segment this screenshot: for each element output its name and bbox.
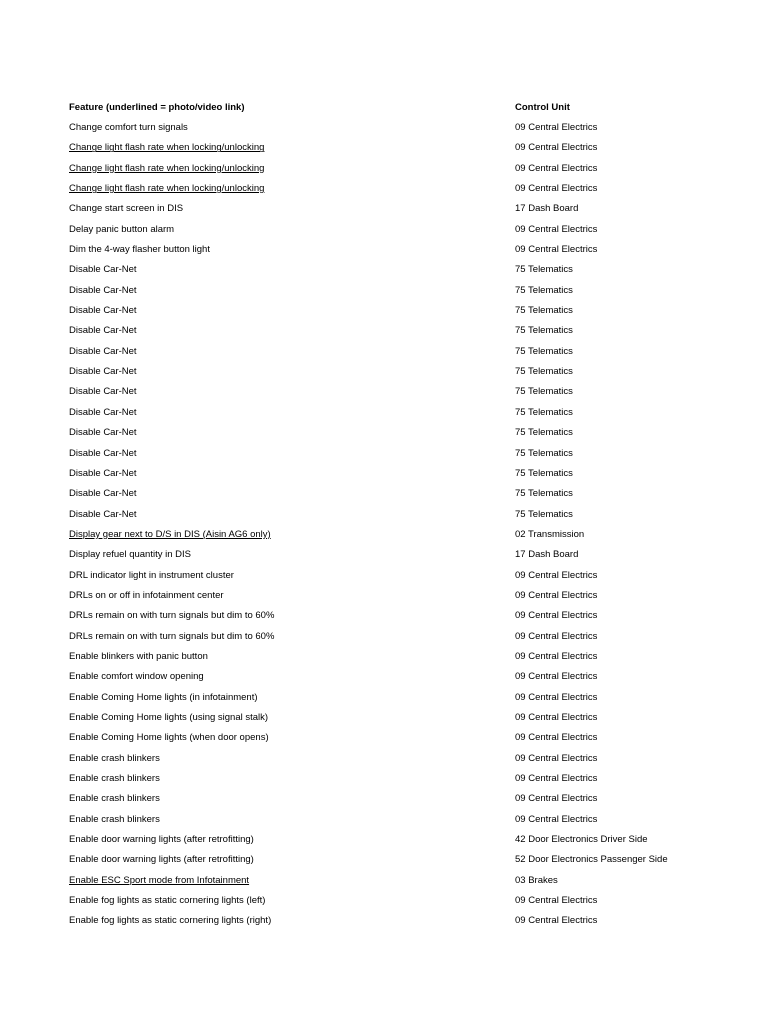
table-row: [69, 687, 709, 707]
table-row: [69, 300, 709, 320]
feature-cell: Disable Car-Net: [69, 467, 137, 479]
table-row: [69, 870, 709, 890]
feature-cell: Disable Car-Net: [69, 427, 137, 439]
feature-cell: Disable Car-Net: [69, 345, 137, 357]
feature-table: [69, 97, 709, 931]
table-row: [69, 748, 709, 768]
control-unit-cell: 52 Door Electronics Passenger Side: [515, 854, 668, 866]
table-row: [69, 280, 709, 300]
feature-link[interactable]: Enable ESC Sport mode from Infotainment: [69, 874, 250, 886]
table-row: [69, 606, 709, 626]
table-body: [69, 117, 709, 931]
table-row: [69, 178, 709, 198]
table-row: [69, 585, 709, 605]
table-row: [69, 565, 709, 585]
table-row: [69, 321, 709, 341]
table-row: [69, 545, 709, 565]
control-unit-cell: 75 Telematics: [515, 508, 573, 520]
table-row: [69, 402, 709, 422]
feature-cell: Enable blinkers with panic button: [69, 650, 208, 662]
feature-cell: DRLs remain on with turn signals but dim to 60%: [69, 610, 275, 622]
table-row: [69, 829, 709, 849]
feature-cell: Change start screen in DIS: [69, 203, 184, 215]
control-unit-cell: 09 Central Electrics: [515, 162, 598, 174]
feature-cell: Enable Coming Home lights (in infotainment): [69, 691, 258, 703]
control-unit-cell: 75 Telematics: [515, 427, 573, 439]
control-unit-cell: 09 Central Electrics: [515, 589, 598, 601]
table-row: [69, 524, 709, 544]
feature-cell: Disable Car-Net: [69, 264, 137, 276]
feature-cell: Enable fog lights as static cornering lights (right): [69, 915, 272, 927]
control-unit-cell: 09 Central Electrics: [515, 223, 598, 235]
feature-cell: Change comfort turn signals: [69, 122, 188, 134]
table-row: [69, 341, 709, 361]
table-row: [69, 443, 709, 463]
control-unit-cell: 75 Telematics: [515, 284, 573, 296]
control-unit-cell: 75 Telematics: [515, 447, 573, 459]
control-unit-cell: 09 Central Electrics: [515, 711, 598, 723]
table-row: [69, 138, 709, 158]
control-unit-cell: 09 Central Electrics: [515, 732, 598, 744]
table-row: [69, 626, 709, 646]
table-row: [69, 117, 709, 137]
feature-cell: Disable Car-Net: [69, 366, 137, 378]
control-unit-cell: 09 Central Electrics: [515, 650, 598, 662]
feature-cell: DRL indicator light in instrument cluster: [69, 569, 234, 581]
table-row: [69, 463, 709, 483]
feature-cell: Disable Car-Net: [69, 406, 137, 418]
feature-cell: Disable Car-Net: [69, 305, 137, 317]
feature-link[interactable]: Change light flash rate when locking/unlocking: [69, 162, 265, 174]
feature-cell: Enable Coming Home lights (using signal stalk): [69, 711, 269, 723]
feature-cell: DRLs remain on with turn signals but dim to 60%: [69, 630, 275, 642]
table-row: [69, 707, 709, 727]
feature-cell: Disable Car-Net: [69, 447, 137, 459]
feature-cell: Disable Car-Net: [69, 325, 137, 337]
control-unit-cell: 09 Central Electrics: [515, 793, 598, 805]
control-unit-cell: 09 Central Electrics: [515, 630, 598, 642]
table-row: [69, 260, 709, 280]
control-unit-cell: 09 Central Electrics: [515, 569, 598, 581]
table-row: [69, 789, 709, 809]
feature-cell: Delay panic button alarm: [69, 223, 175, 235]
table-header-row: [69, 97, 709, 117]
table-row: [69, 911, 709, 931]
control-unit-cell: 09 Central Electrics: [515, 142, 598, 154]
feature-cell: Disable Car-Net: [69, 386, 137, 398]
feature-cell: Disable Car-Net: [69, 508, 137, 520]
control-unit-column-header: Control Unit: [515, 101, 570, 113]
control-unit-cell: 09 Central Electrics: [515, 773, 598, 785]
control-unit-cell: 17 Dash Board: [515, 549, 579, 561]
control-unit-cell: 75 Telematics: [515, 386, 573, 398]
control-unit-cell: 09 Central Electrics: [515, 244, 598, 256]
feature-cell: DRLs on or off in infotainment center: [69, 589, 224, 601]
control-unit-cell: 75 Telematics: [515, 366, 573, 378]
table-row: [69, 361, 709, 381]
control-unit-cell: 75 Telematics: [515, 488, 573, 500]
table-row: [69, 239, 709, 259]
table-row: [69, 219, 709, 239]
control-unit-cell: 75 Telematics: [515, 345, 573, 357]
control-unit-cell: 75 Telematics: [515, 305, 573, 317]
control-unit-cell: 03 Brakes: [515, 874, 558, 886]
table-row: [69, 850, 709, 870]
control-unit-cell: 17 Dash Board: [515, 203, 579, 215]
feature-link[interactable]: Change light flash rate when locking/unlocking: [69, 142, 265, 154]
feature-cell: Enable door warning lights (after retrofitting): [69, 854, 254, 866]
table-row: [69, 382, 709, 402]
table-row: [69, 646, 709, 666]
control-unit-cell: 75 Telematics: [515, 406, 573, 418]
control-unit-cell: 02 Transmission: [515, 528, 585, 540]
feature-cell: Enable comfort window opening: [69, 671, 204, 683]
table-row: [69, 667, 709, 687]
feature-cell: Enable crash blinkers: [69, 752, 160, 764]
control-unit-cell: 09 Central Electrics: [515, 671, 598, 683]
table-row: [69, 890, 709, 910]
table-row: [69, 504, 709, 524]
control-unit-cell: 09 Central Electrics: [515, 610, 598, 622]
control-unit-cell: 09 Central Electrics: [515, 752, 598, 764]
control-unit-cell: 75 Telematics: [515, 264, 573, 276]
table-row: [69, 199, 709, 219]
table-row: [69, 423, 709, 443]
control-unit-cell: 75 Telematics: [515, 467, 573, 479]
control-unit-cell: 09 Central Electrics: [515, 813, 598, 825]
feature-link[interactable]: Display gear next to D/S in DIS (Aisin AG6 only): [69, 528, 271, 540]
feature-cell: Enable door warning lights (after retrofitting): [69, 834, 254, 846]
feature-cell: Disable Car-Net: [69, 284, 137, 296]
table-row: [69, 484, 709, 504]
feature-cell: Enable crash blinkers: [69, 813, 160, 825]
table-row: [69, 158, 709, 178]
table-row: [69, 809, 709, 829]
feature-cell: Enable crash blinkers: [69, 773, 160, 785]
feature-cell: Disable Car-Net: [69, 488, 137, 500]
control-unit-cell: 09 Central Electrics: [515, 691, 598, 703]
control-unit-cell: 09 Central Electrics: [515, 183, 598, 195]
feature-cell: Dim the 4-way flasher button light: [69, 244, 210, 256]
feature-column-header: Feature (underlined = photo/video link): [69, 101, 245, 113]
control-unit-cell: 09 Central Electrics: [515, 895, 598, 907]
table-row: [69, 728, 709, 748]
feature-cell: Enable fog lights as static cornering lights (left): [69, 895, 266, 907]
control-unit-cell: 42 Door Electronics Driver Side: [515, 834, 648, 846]
control-unit-cell: 75 Telematics: [515, 325, 573, 337]
control-unit-cell: 09 Central Electrics: [515, 915, 598, 927]
feature-cell: Display refuel quantity in DIS: [69, 549, 191, 561]
feature-link[interactable]: Change light flash rate when locking/unlocking: [69, 183, 265, 195]
table-row: [69, 768, 709, 788]
control-unit-cell: 09 Central Electrics: [515, 122, 598, 134]
feature-cell: Enable crash blinkers: [69, 793, 160, 805]
feature-cell: Enable Coming Home lights (when door opens): [69, 732, 269, 744]
